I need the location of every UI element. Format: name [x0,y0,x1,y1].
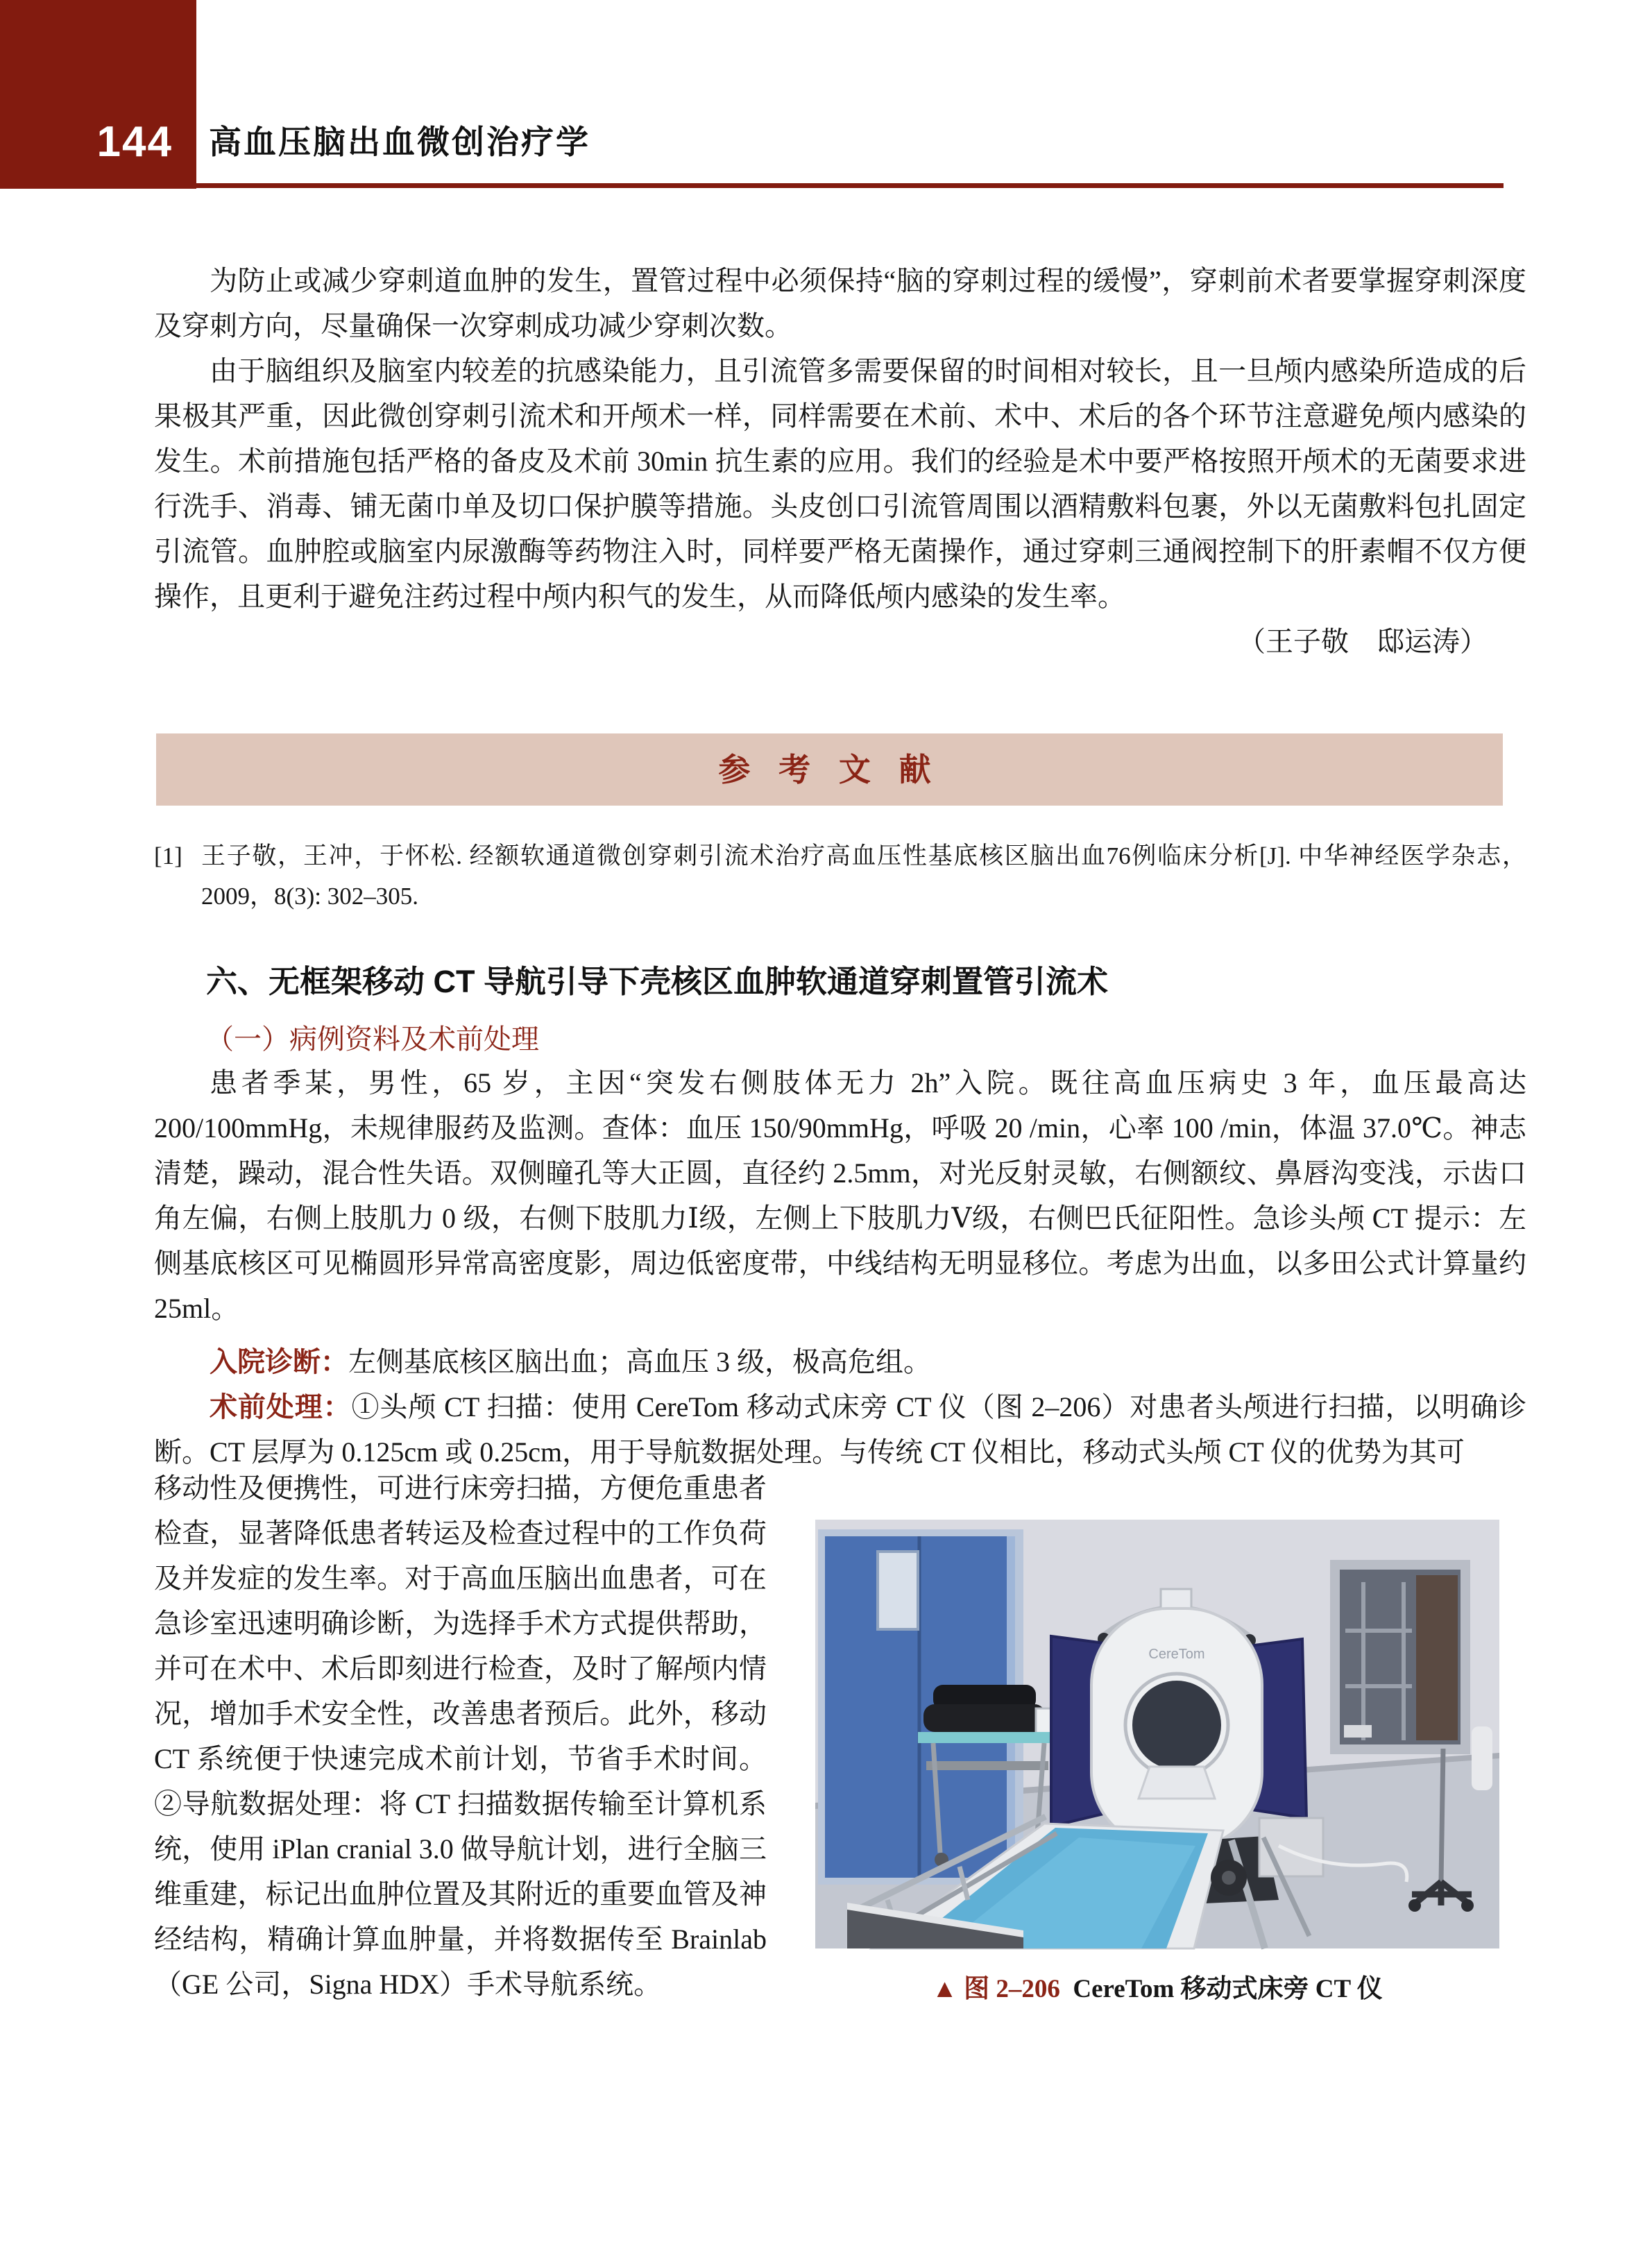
pretreatment-label: 术前处理： [210,1391,352,1423]
ct-room-photo [815,1516,1499,1952]
intro-paragraph-2: 由于脑组织及脑室内较差的抗感染能力，且引流管多需要保留的时间相对较长，且一旦颅内感染所造成的后果极其严重，因此微创穿刺引流术和开颅术一样，同样需要在术前、术中、术后的各个环节注意避免颅内感染的发生。术前措施包括严格的备皮及术前 30min 抗生素的应用。我们的经验是术中要严格按照开颅术的无菌要求进行洗手、消毒、铺无菌巾单及切口保护膜等措施。头皮创口引流管周围以酒精敷料包裹，外以无菌敷料包扎固定引流管。血肿腔或脑室内尿激酶等药物注入时，同样要严格无菌操作，通过穿刺三通阀控制下的肝素帽不仅方便操作，且更利于避免注药过程中颅内积气的发生，从而降低颅内感染的发生率。 [154,355,1526,612]
pretreatment-intro [154,1384,1526,1475]
reference-number: [1] [154,842,182,869]
diagnosis-text: 左侧基底核区脑出血；高血压 3 级，极高危组。 [348,1346,931,1377]
pretreatment-intro-text: ①头颅 CT 扫描：使用 CereTom 移动式床旁 CT 仪（图 2–206）对患者头颅进行扫描，以明确诊断。CT 层厚为 0.125cm 或 0.25cm，用于导航数据处理。与传统 CT 仪相比，移动式头颅 CT 仪的优势为其可 [154,1391,1526,1468]
figure-caption-marker: ▲ [932,1975,957,2003]
gantry-bore [1132,1681,1221,1769]
reference-item [154,836,1526,917]
header-rule [196,183,1504,188]
intro-paragraph-1: 为防止或减少穿刺道血肿的发生，置管过程中必须保持“脑的穿刺过程的缓慢”，穿刺前术者要掌握穿刺深度及穿刺方向，尽量确保一次穿刺成功减少穿刺次数。 [154,265,1526,341]
book-title: 高血压脑出血微创治疗学 [209,124,590,160]
figure-caption [815,1973,1499,2006]
figure-caption-number: 图 2–206 [964,1975,1060,2003]
page-number-block [0,0,196,189]
wall-dispenser [1472,1726,1492,1790]
authors-attribution: （王子敬 邸运涛） [1238,626,1488,657]
references-list [154,836,1526,917]
observation-window [1330,1560,1470,1754]
diagnosis-label: 入院诊断： [210,1346,348,1377]
section-heading: 六、无框架移动 CT 导航引导下壳核区血肿软通道穿刺置管引流术 [206,964,1108,999]
references-banner: 参 考 文 献 [156,733,1503,806]
figure-caption-text: CereTom 移动式床旁 CT 仪 [1073,1975,1383,2003]
case-paragraph: 患者季某，男性，65 岁，主因“突发右侧肢体无力 2h”入院。既往高血压病史 3 年，血压最高达 200/100mmHg，未规律服药及监测。查体：血压 150/90mmHg，呼吸 20 /min，心率 100 /min，体温 37.0℃。神志清楚，躁动，混合性失语。双侧瞳孔等大正圆，直径约 2.5mm，对光反射灵敏，右侧额纹、鼻唇沟变浅，示齿口角左偏，右侧上肢肌力 0 级，右侧下肢肌力Ⅰ级，左侧上下肢肌力Ⅴ级，右侧巴氏征阳性。急诊头颅 CT 提示：左侧基底核区可见椭圆形异常高密度影，周边低密度带，中线结构无明显移位。考虑为出血，以多田公式计算量约 25ml。 [154,1067,1526,1324]
pretreatment-column: 移动性及便携性，可进行床旁扫描，方便危重患者检查，显著降低患者转运及检查过程中的工作负荷及并发症的发生率。对于高血压脑出血患者，可在急诊室迅速明确诊断，为选择手术方式提供帮助，并可在术中、术后即刻进行检查，及时了解颅内情况，增加手术安全性，改善患者预后。此外，移动 CT 系统便于快速完成术前计划，节省手术时间。②导航数据处理：将 CT 扫描数据传输至计算机系统，使用 iPlan cranial 3.0 做导航计划，进行全脑三维重建，标记出血肿位置及其附近的重要血管及神经结构，精确计算血肿量，并将数据传至 Brainlab（GE 公司，Signa HDX）手术导航系统。 [154,1472,767,2000]
reference-text: 王子敬，王冲，于怀松. 经额软通道微创穿刺引流术治疗高血压性基底核区脑出血76例临床分析[J]. 中华神经医学杂志，2009，8(3): 302–305. [201,842,1526,910]
section-subheading: （一）病例资料及术前处理 [206,1024,539,1055]
page-number: 144 [96,118,173,166]
gantry-brand-label: CereTom [1148,1647,1205,1662]
diagnosis-line [154,1339,1526,1384]
